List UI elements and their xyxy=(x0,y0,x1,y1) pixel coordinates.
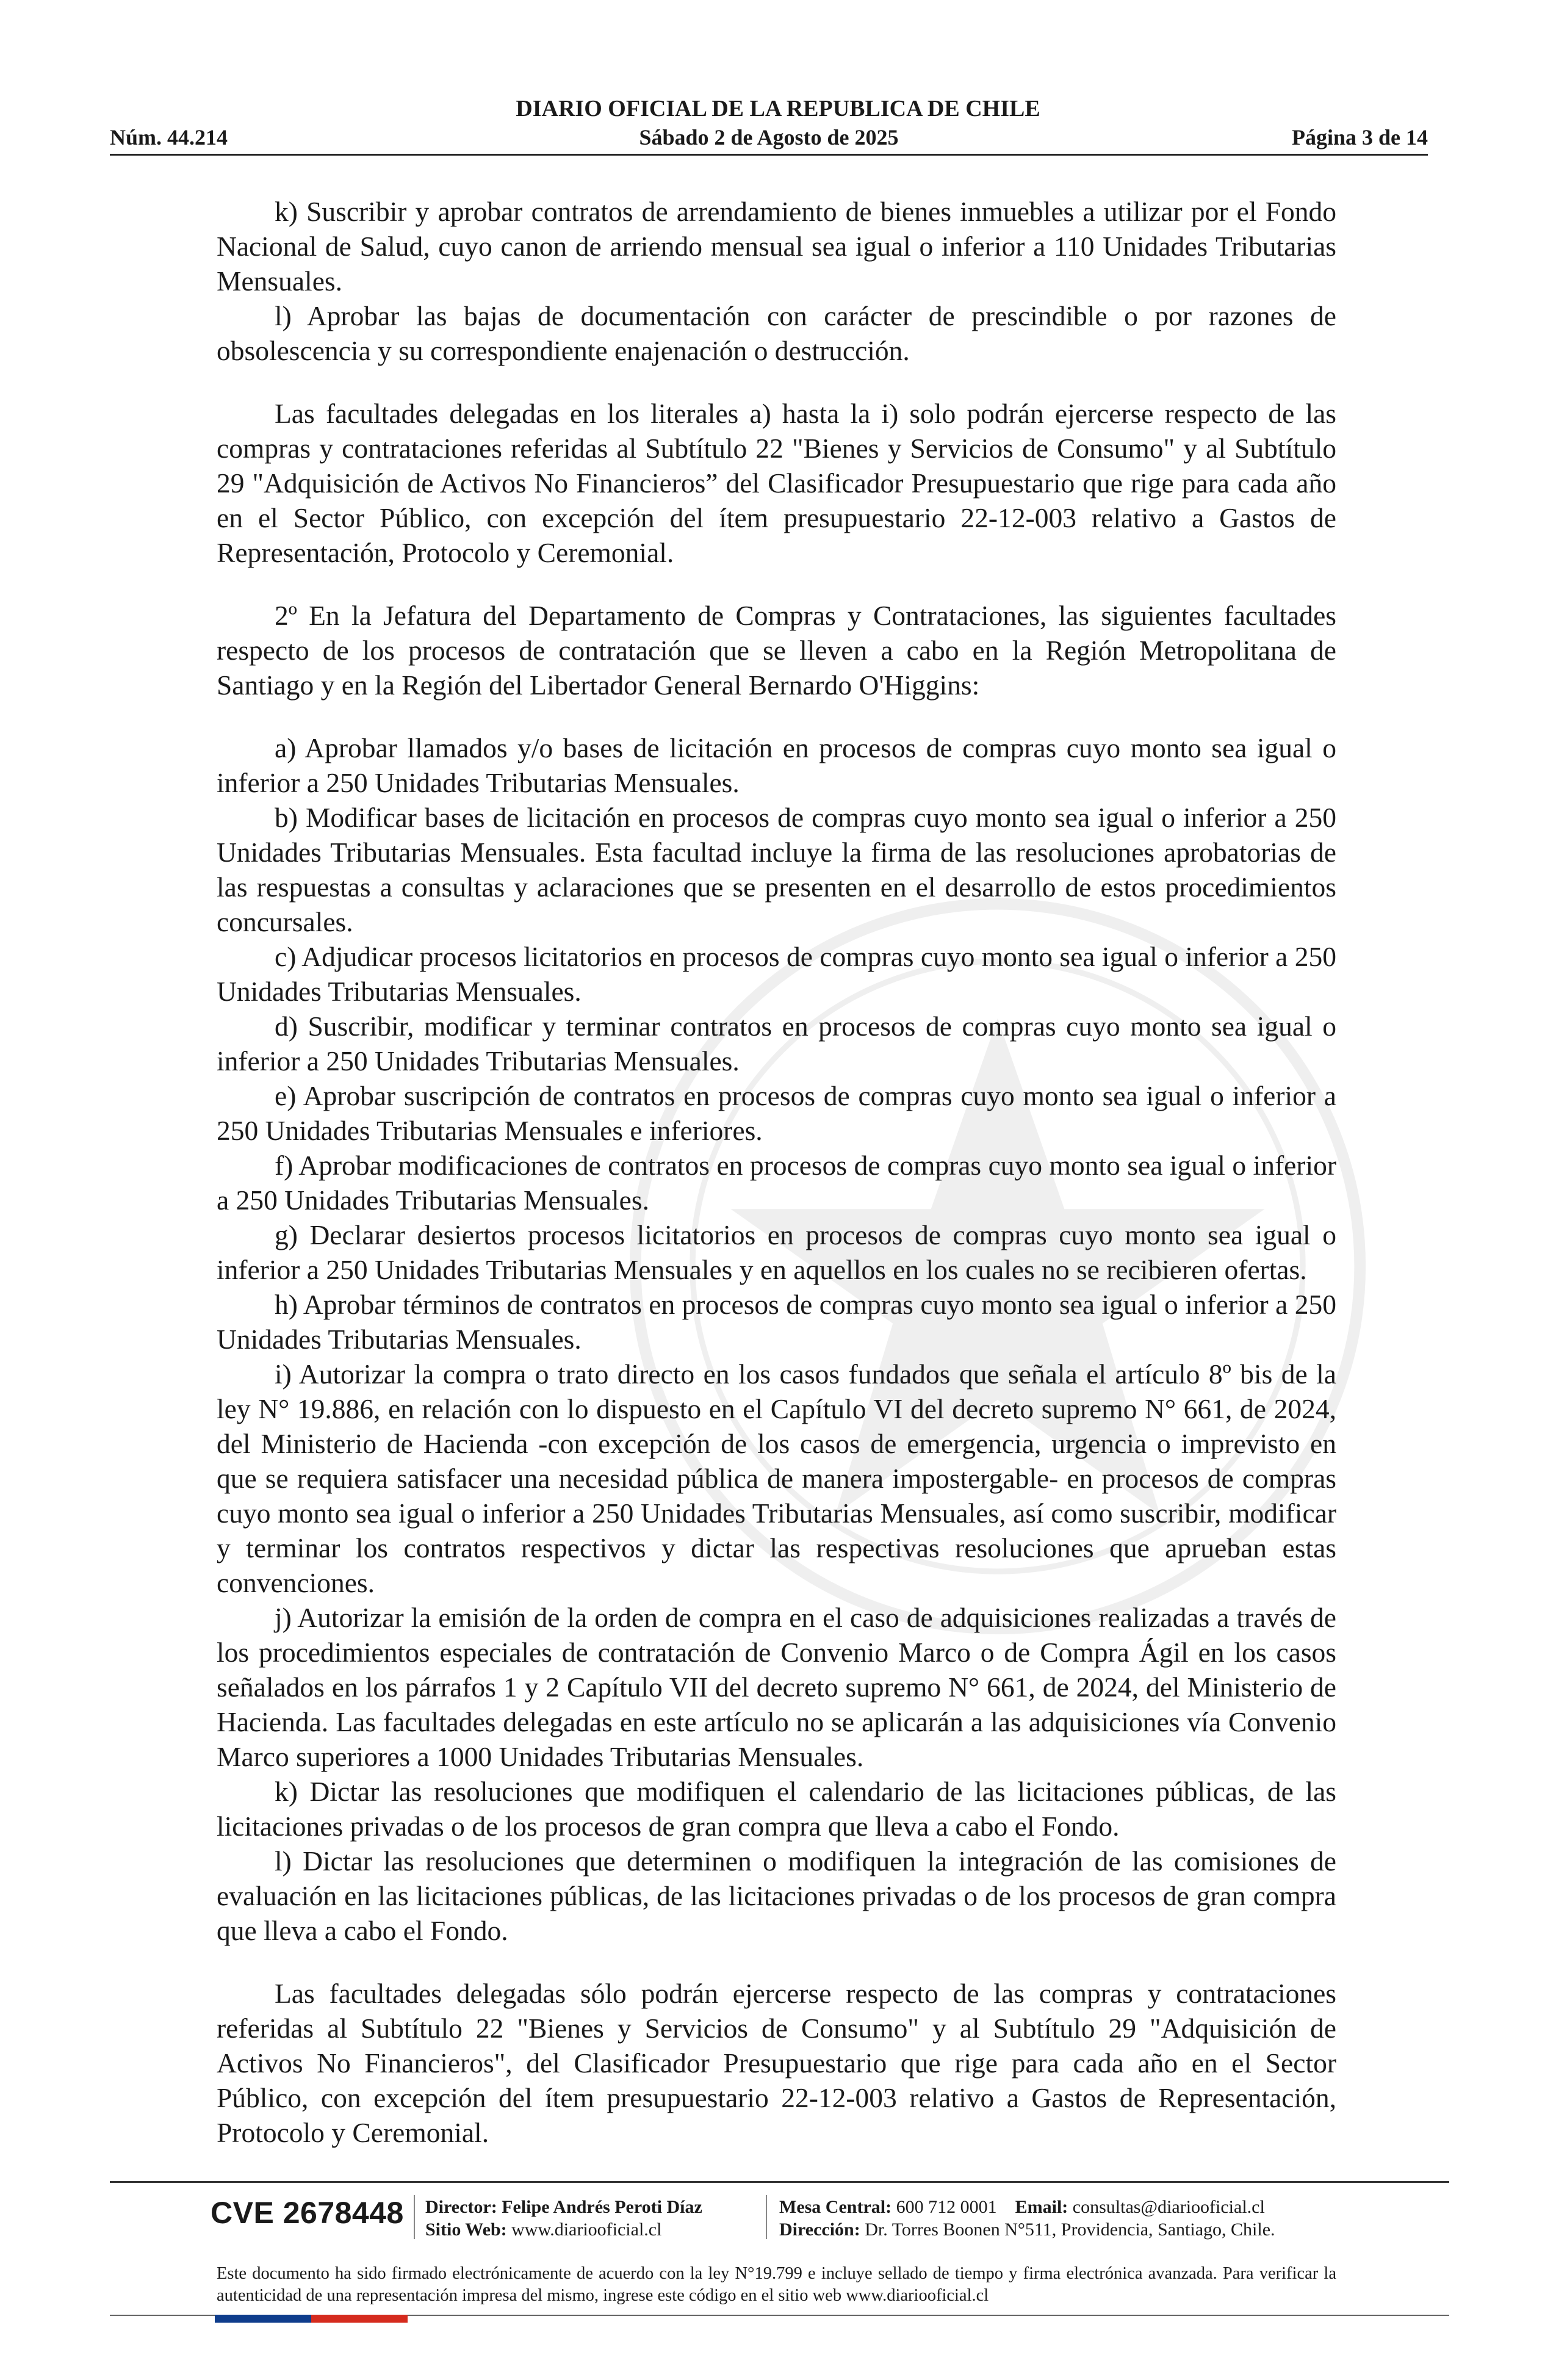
paragraph-b-modificar-bases: b) Modificar bases de licitación en procesos de compras cuyo monto sea igual o inferior a 250 Unidades Tributarias Mensuales. Esta facultad incluye la firma de las resoluciones aprobatorias de las respuestas a consultas y aclaraciones que se presenten en el desarrollo de estos procedimientos concursales. xyxy=(217,802,1336,937)
address-value: Dr. Torres Boonen N°511, Providencia, Santiago, Chile. xyxy=(865,2220,1275,2240)
header-rule xyxy=(110,154,1428,156)
header-row xyxy=(110,123,1428,151)
flag-red-stripe xyxy=(311,2315,408,2323)
paragraph-d-suscribir: d) Suscribir, modificar y terminar contratos en procesos de compras cuyo monto sea igual o inferior a 250 Unidades Tributarias Mensuales. xyxy=(217,1011,1336,1076)
flag-stripe xyxy=(215,2315,408,2323)
paragraph-h-terminos: h) Aprobar términos de contratos en procesos de compras cuyo monto sea igual o inferior a 250 Unidades Tributarias Mensuales. xyxy=(217,1289,1336,1355)
footer-contact-block xyxy=(779,2196,1275,2241)
paragraph-a-llamados: a) Aprobar llamados y/o bases de licitación en procesos de compras cuyo monto sea igual o inferior a 250 Unidades Tributarias Mensuales. xyxy=(217,732,1336,798)
paragraph-facultades-limite: Las facultades delegadas en los literales a) hasta la i) solo podrán ejercerse respecto de las compras y contrataciones referidas al Subtítulo 22 "Bienes y Servicios de Consumo" y al Subtítulo 29 "Adquisición de Activos No Financieros” del Clasificador Presupuestario que rige para cada año en el Sector Público, con excepción del ítem presupuestario 22-12-003 relativo a Gastos de Representación, Protocolo y Ceremonial. xyxy=(217,398,1336,568)
site-label: Sitio Web: xyxy=(425,2220,507,2240)
director-label: Director: xyxy=(425,2197,497,2217)
paragraph-j-orden-compra: j) Autorizar la emisión de la orden de compra en el caso de adquisiciones realizadas a través de los procedimientos especiales de contratación de Convenio Marco o de Compra Ágil en los casos señalados en los párrafos 1 y 2 Capítulo VII del decreto supremo N° 661, de 2024, del Ministerio de Hacienda. Las facultades delegadas en este artículo no se aplicarán a las adquisiciones vía Convenio Marco superiores a 1000 Unidades Tributarias Mensuales. xyxy=(217,1602,1336,1772)
paragraph-k-calendario: k) Dictar las resoluciones que modifiquen el calendario de las licitaciones públicas, de las licitaciones privadas o de los procesos de gran compra que lleva a cabo el Fondo. xyxy=(217,1776,1336,1842)
footer-separator xyxy=(766,2195,767,2239)
electronic-signature-note: Este documento ha sido firmado electrónicamente de acuerdo con la ley N°19.799 e incluye sellado de tiempo y firma electrónica avanzada. Para verificar la autenticidad de una representación impresa del mismo, ingrese este código en el sitio web www.diariooficial.cl xyxy=(217,2264,1336,2305)
document-body xyxy=(217,194,1336,2150)
email-label: Email: xyxy=(1015,2197,1068,2217)
director-name: Felipe Andrés Peroti Díaz xyxy=(502,2197,702,2217)
issue-date: Sábado 2 de Agosto de 2025 xyxy=(639,125,899,150)
paragraph-e-aprobar-suscripcion: e) Aprobar suscripción de contratos en procesos de compras cuyo monto sea igual o inferior a 250 Unidades Tributarias Mensuales e inferiores. xyxy=(217,1080,1336,1146)
paragraph-facultades-subtitulos: Las facultades delegadas sólo podrán ejercerse respecto de las compras y contrataciones referidas al Subtítulo 22 "Bienes y Servicios de Consumo" y al Subtítulo 29 "Adquisición de Activos No Financieros", del Clasificador Presupuestario que rige para cada año en el Sector Público, con excepción del ítem presupuestario 22-12-003 relativo a Gastos de Representación, Protocolo y Ceremonial. xyxy=(217,1978,1336,2148)
flag-blue-stripe xyxy=(215,2315,311,2323)
issue-number: Núm. 44.214 xyxy=(110,125,228,150)
gazette-title: DIARIO OFICIAL DE LA REPUBLICA DE CHILE xyxy=(516,96,1040,121)
paragraph-f-modificaciones: f) Aprobar modificaciones de contratos en procesos de compras cuyo monto sea igual o inferior a 250 Unidades Tributarias Mensuales. xyxy=(217,1150,1336,1216)
paragraph-l-bajas: l) Aprobar las bajas de documentación con carácter de prescindible o por razones de obsolescencia y su correspondiente enajenación o destrucción. xyxy=(217,300,1336,366)
address-label: Dirección: xyxy=(779,2220,860,2240)
paragraph-i-trato-directo: i) Autorizar la compra o trato directo en los casos fundados que señala el artículo 8º bis de la ley N° 19.886, en relación con lo dispuesto en el Capítulo VI del decreto supremo N° 661, de 2024, del Ministerio de Hacienda -con excepción de los casos de emergencia, urgencia o imprevisto en que se requiera satisfacer una necesidad pública de manera impostergable- en procesos de compras cuyo monto sea igual o inferior a 250 Unidades Tributarias Mensuales, así como suscribir, modificar y terminar los contratos respectivos y dictar las respectivas resoluciones que aprueban estas convenciones. xyxy=(217,1358,1336,1598)
site-link[interactable]: www.diariooficial.cl xyxy=(511,2220,662,2240)
footer-rule xyxy=(110,2181,1449,2183)
paragraph-c-adjudicar: c) Adjudicar procesos licitatorios en procesos de compras cuyo monto sea igual o inferior a 250 Unidades Tributarias Mensuales. xyxy=(217,941,1336,1007)
phone-label: Mesa Central: xyxy=(779,2197,892,2217)
email-link[interactable]: consultas@diariooficial.cl xyxy=(1072,2197,1265,2217)
paragraph-g-desiertos: g) Declarar desiertos procesos licitatorios en procesos de compras cuyo monto sea igual o inferior a 250 Unidades Tributarias Mensuales y en aquellos en los cuales no se recibieren ofertas. xyxy=(217,1219,1336,1285)
phone-value: 600 712 0001 xyxy=(896,2197,997,2217)
cve-code: CVE 2678448 xyxy=(211,2196,404,2230)
paragraph-l-comisiones: l) Dictar las resoluciones que determinen o modifiquen la integración de las comisiones de evaluación en las licitaciones públicas, de las licitaciones privadas o de los procesos de gran compra que lleva a cabo el Fondo. xyxy=(217,1845,1336,1946)
paragraph-jefatura-compras: 2º En la Jefatura del Departamento de Compras y Contrataciones, las siguientes facultades respecto de los procesos de contratación que se lleven a cabo en la Región Metropolitana de Santiago y en la Región del Libertador General Bernardo O'Higgins: xyxy=(217,600,1336,701)
page-number: Página 3 de 14 xyxy=(1291,125,1428,150)
footer-separator xyxy=(414,2195,415,2239)
paragraph-k-arrendamiento: k) Suscribir y aprobar contratos de arrendamiento de bienes inmuebles a utilizar por el Fondo Nacional de Salud, cuyo canon de arriendo mensual sea igual o inferior a 110 Unidades Tributarias Mensuales. xyxy=(217,196,1336,297)
footer-director-block xyxy=(425,2196,702,2241)
